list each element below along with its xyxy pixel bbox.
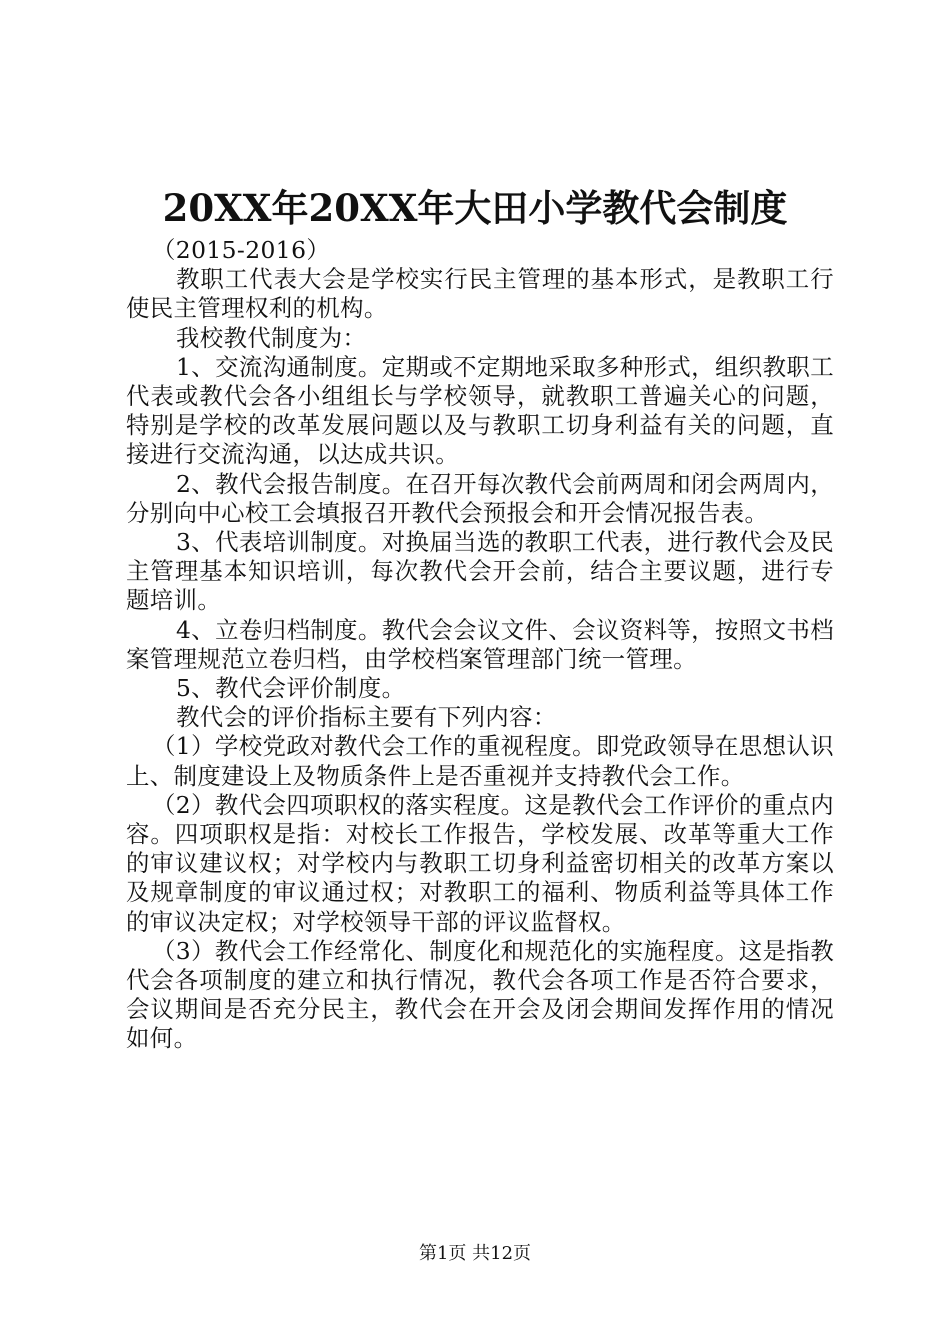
paragraph-item-5: 5、教代会评价制度。 bbox=[176, 674, 406, 703]
year-range: （2015-2016） bbox=[152, 236, 331, 264]
paragraph-criterion-2: （2）教代会四项职权的落实程度。这是教代会工作评价的重点内容。四项职权是指：对校长工作报告，学校发展、改革等重大工作的审议建议权；对学校内与教职工切身利益密切相关的改革方案以及规章制度的审议通过权；对教职工的福利、物质利益等具体工作的审议决定权；对学校领导干部的评议监督权。 bbox=[126, 790, 834, 936]
document-title: 20XX年20XX年大田小学教代会制度 bbox=[162, 186, 788, 230]
paragraph-system-heading: 我校教代制度为： bbox=[176, 323, 367, 352]
paragraph-intro: 教职工代表大会是学校实行民主管理的基本形式，是教职工行使民主管理权利的机构。 bbox=[126, 265, 834, 323]
paragraph-item-1: 1、交流沟通制度。定期或不定期地采取多种形式，组织教职工代表或教代会各小组组长与学校领导，就教职工普遍关心的问题，特别是学校的改革发展问题以及与教职工切身利益有关的问题，直接进行交流沟通，以达成共识。 bbox=[126, 352, 834, 469]
paragraph-criteria-heading: 教代会的评价指标主要有下列内容： bbox=[176, 703, 557, 732]
paragraph-item-2: 2、教代会报告制度。在召开每次教代会前两周和闭会两周内，分别向中心校工会填报召开教代会预报会和开会情况报告表。 bbox=[126, 469, 834, 527]
paragraph-item-3: 3、代表培训制度。对换届当选的教职工代表，进行教代会及民主管理基本知识培训，每次教代会开会前，结合主要议题，进行专题培训。 bbox=[126, 528, 834, 615]
paragraph-item-4: 4、立卷归档制度。教代会会议文件、会议资料等，按照文书档案管理规范立卷归档，由学校档案管理部门统一管理。 bbox=[126, 615, 834, 673]
page-footer: 第1页 共12页 bbox=[418, 1243, 532, 1264]
paragraph-criterion-3: （3）教代会工作经常化、制度化和规范化的实施程度。这是指教代会各项制度的建立和执行情况，教代会各项工作是否符合要求，会议期间是否充分民主，教代会在开会及闭会期间发挥作用的情况如何。 bbox=[126, 936, 834, 1053]
document-body bbox=[126, 236, 834, 1054]
paragraph-criterion-1: （1）学校党政对教代会工作的重视程度。即党政领导在思想认识上、制度建设上及物质条件上是否重视并支持教代会工作。 bbox=[126, 732, 834, 790]
